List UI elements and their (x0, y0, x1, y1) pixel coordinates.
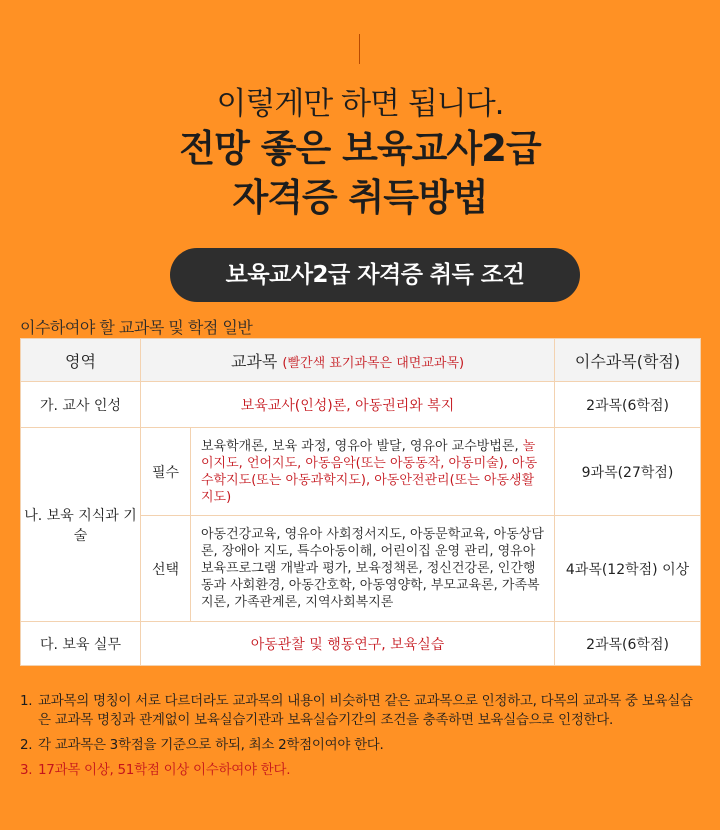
note-number: 2. (20, 737, 33, 753)
subjects-red: 놀이지도, 언어지도, 아동음악(또는 아동동작, 아동미술), 아동수학지도(또는 아동과학지도), 아동안전관리(또는 아동생활지도) (201, 438, 538, 505)
credits-cell: 2과목(6학점) (555, 382, 701, 428)
header-subjects-label: 교과목 (230, 351, 278, 371)
header-subjects-note: (빨간색 표기과목은 대면교과목) (282, 355, 465, 371)
credits-cell: 4과목(12학점) 이상 (555, 516, 701, 622)
decorative-line (359, 34, 360, 64)
note-item (20, 761, 700, 780)
subjects-cell (191, 428, 555, 516)
page-title-line1: 전망 좋은 보육교사2급 (179, 127, 541, 170)
subjects-cell: 보육교사(인성)론, 아동권리와 복지 (141, 382, 555, 428)
page-title-line2: 자격증 취득방법 (232, 176, 488, 219)
table-caption: 이수하여야 할 교과목 및 학점 일반 (20, 318, 253, 337)
note-text: 교과목의 명칭이 서로 다르더라도 교과목의 내용이 비슷하면 같은 교과목으로 인정하고, 다목의 교과목 중 보육실습은 교과목 명칭과 관계없이 보육실습기관과 보육실습기간의 조건을 충족하면 보육실습으로 인정한다. (38, 693, 693, 728)
subjects-cell: 아동건강교육, 영유아 사회정서지도, 아동문학교육, 아동상담론, 장애아 지도, 특수아동이해, 어린이집 운영 관리, 영유아 보육프로그램 개발과 평가, 보육정책론, 정신건강론, 인간행동과 사회환경, 아동간호학, 아동영양학, 부모교육론, 가족복지론, 가족관계론, 지역사회복지론 (191, 516, 555, 622)
note-number: 3. (20, 762, 33, 778)
subjects-black: 보육학개론, 보육 과정, 영유아 발달, 영유아 교수방법론, (201, 438, 519, 454)
note-number: 1. (20, 693, 33, 709)
header-area: 영역 (21, 339, 141, 382)
area-cell: 다. 보육 실무 (21, 622, 141, 666)
kind-cell: 필수 (141, 428, 191, 516)
page-subtitle: 이렇게만 하면 됩니다. (216, 86, 504, 122)
note-text: 각 교과목은 3학점을 기준으로 하되, 최소 2학점이여야 한다. (38, 737, 384, 753)
credits-cell: 2과목(6학점) (555, 622, 701, 666)
area-cell: 나. 보육 지식과 기술 (21, 428, 141, 622)
table-row (21, 382, 701, 428)
note-item (20, 736, 700, 755)
table-header-row (21, 339, 701, 382)
note-item (20, 692, 700, 730)
kind-cell: 선택 (141, 516, 191, 622)
area-cell: 가. 교사 인성 (21, 382, 141, 428)
subjects-cell: 아동관찰 및 행동연구, 보육실습 (141, 622, 555, 666)
table-row (21, 622, 701, 666)
header-credits: 이수과목(학점) (555, 339, 701, 382)
header-subjects (141, 339, 555, 382)
requirements-table (20, 338, 701, 666)
section-title-pill: 보육교사2급 자격증 취득 조건 (170, 248, 580, 302)
credits-cell: 9과목(27학점) (555, 428, 701, 516)
table-row (21, 428, 701, 516)
note-text: 17과목 이상, 51학점 이상 이수하여야 한다. (38, 762, 291, 778)
notes-list (20, 692, 700, 786)
